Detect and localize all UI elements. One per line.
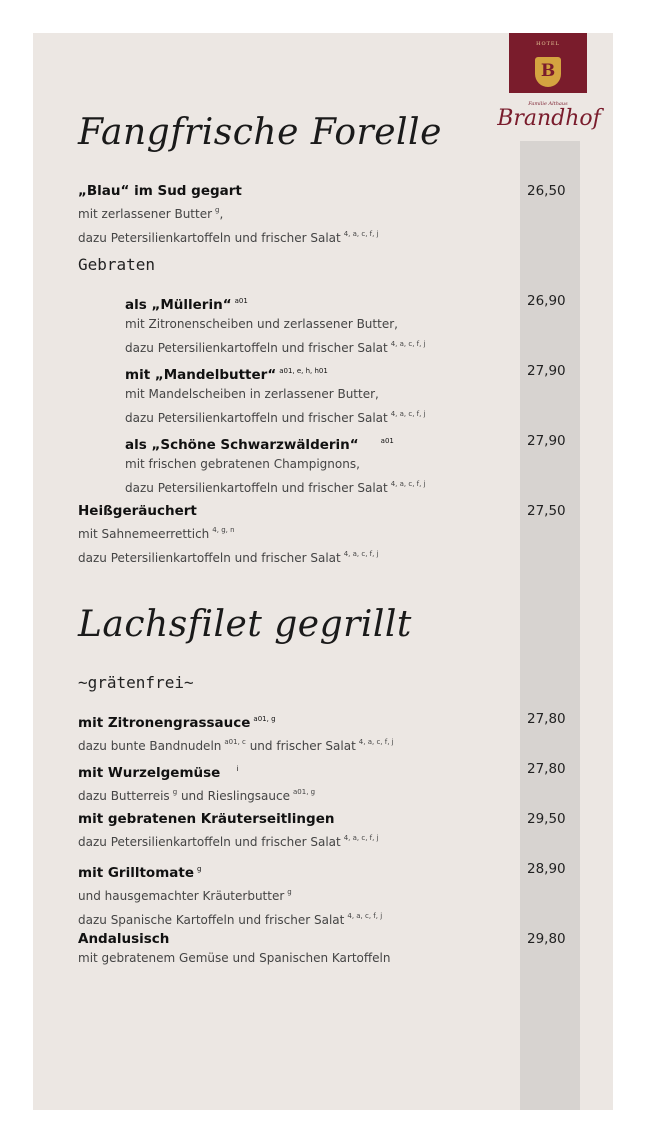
item-name: als „Schöne Schwarzwälderin“ $^{a01}$ [125, 437, 394, 453]
item-desc-line: und hausgemachter Kräuterbutter $^g$ [78, 888, 292, 903]
item-name: mit „Mandelbutter“ $^{a01, e, h, h01}$ [125, 367, 328, 383]
item-price: 27,50 [527, 503, 566, 519]
item-price: 26,50 [527, 183, 566, 199]
section-title-lachsfilet: Lachsfilet gegrillt [78, 604, 412, 645]
item-desc-line: dazu Spanische Kartoffeln und frischer Salat $^{4, a, c, f, j}$ [78, 912, 383, 927]
item-price: 29,80 [527, 931, 566, 947]
subheading-graetenfrei: ~grätenfrei~ [78, 673, 194, 692]
menu-item [125, 362, 426, 428]
item-name: Andalusisch [78, 931, 170, 947]
item-price: 28,90 [527, 861, 566, 877]
item-price: 27,90 [527, 433, 566, 449]
menu-item [125, 292, 426, 358]
item-price: 27,80 [527, 761, 566, 777]
item-name: „Blau“ im Sud gegart [78, 183, 242, 199]
item-desc-line: mit gebratenem Gemüse und Spanischen Kartoffeln [78, 951, 391, 965]
item-name: mit Wurzelgemüse $^i$ [78, 765, 239, 781]
item-price: 27,80 [527, 711, 566, 727]
item-desc-line: dazu Petersilienkartoffeln und frischer Salat $^{4, a, c, f, j}$ [125, 410, 426, 425]
item-desc-line: dazu Petersilienkartoffeln und frischer Salat $^{4, a, c, f, j}$ [78, 834, 379, 849]
logo-hotel-text: HOTEL [536, 41, 560, 47]
price-column-band [520, 141, 580, 1110]
subheading-gebraten: Gebraten [78, 255, 156, 274]
logo-family-text: Familie Althaus [528, 101, 568, 107]
menu-item [125, 432, 426, 498]
item-desc-line: dazu Petersilienkartoffeln und frischer Salat $^{4, a, c, f, j}$ [78, 230, 379, 245]
section-title-forelle: Fangfrische Forelle [78, 112, 442, 153]
item-desc-line: mit Mandelscheiben in zerlassener Butter, [125, 387, 379, 401]
menu-item [78, 760, 315, 806]
item-name: als „Müllerin“ $^{a01}$ [125, 297, 248, 313]
item-desc-line: mit frischen gebratenen Champignons, [125, 457, 360, 471]
item-desc-line: dazu Petersilienkartoffeln und frischer Salat $^{4, a, c, f, j}$ [78, 550, 379, 565]
item-price: 26,90 [527, 293, 566, 309]
logo-banner [509, 33, 587, 93]
item-name: mit Grilltomate $^g$ [78, 865, 202, 881]
menu-item [78, 860, 382, 930]
menu-item [78, 502, 379, 568]
logo-brand-name: Brandhof [497, 106, 601, 131]
item-price: 29,50 [527, 811, 566, 827]
item-name: Heißgeräuchert [78, 503, 197, 519]
item-desc-line: mit Zitronenscheiben und zerlassener Butter, [125, 317, 398, 331]
menu-item [78, 930, 390, 968]
menu-item [78, 710, 394, 756]
crest-icon [535, 57, 561, 87]
item-desc-line: dazu Petersilienkartoffeln und frischer Salat $^{4, a, c, f, j}$ [125, 480, 426, 495]
crest-letter: B [540, 61, 556, 81]
item-desc-line: mit zerlassener Butter $^g$, [78, 206, 224, 221]
brandhof-logo [485, 33, 613, 133]
item-name: mit gebratenen Kräuterseitlingen [78, 811, 335, 827]
menu-item [78, 182, 379, 248]
item-price: 27,90 [527, 363, 566, 379]
item-desc-line: dazu bunte Bandnudeln $^{a01, c}$ und frischer Salat $^{4, a, c, f, j}$ [78, 738, 394, 753]
menu-item [78, 810, 379, 852]
item-desc-line: dazu Petersilienkartoffeln und frischer Salat $^{4, a, c, f, j}$ [125, 340, 426, 355]
item-name: mit Zitronengrassauce $^{a01, g}$ [78, 715, 276, 731]
item-desc-line: dazu Butterreis $^g$ und Rieslingsauce $^{a01, g}$ [78, 788, 316, 803]
item-desc-line: mit Sahnemeerrettich $^{4, g, n}$ [78, 526, 235, 541]
